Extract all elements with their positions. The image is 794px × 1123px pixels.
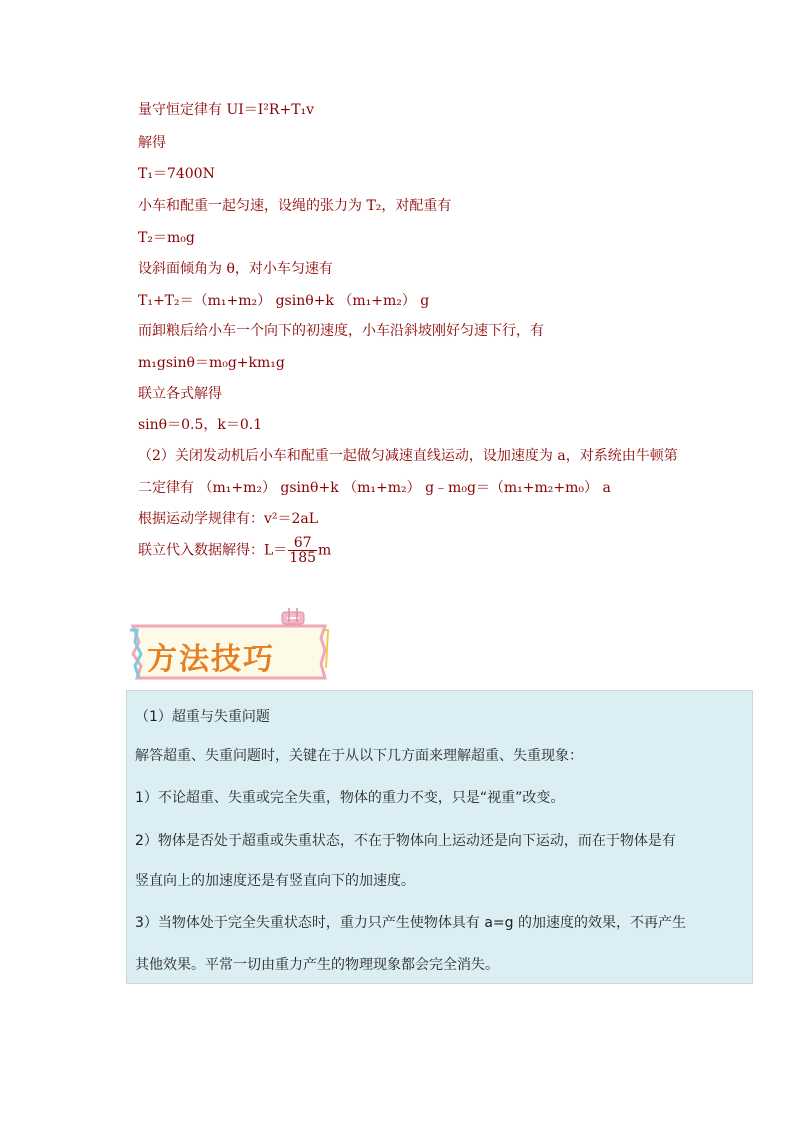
tips-box — [126, 690, 753, 984]
solution-line: 设斜面倾角为 θ，对小车匀速有 — [138, 261, 333, 277]
final-answer-unit: m — [318, 542, 332, 559]
tips-line: 解答超重、失重问题时，关键在于从以下几方面来理解超重、失重现象： — [135, 748, 583, 764]
tips-line: 3）当物体处于完全失重状态时，重力只产生使物体具有 a=g 的加速度的效果，不再产生 — [135, 915, 687, 931]
solution-line: T₁＝7400N — [138, 166, 215, 182]
tips-line: 竖直向上的加速度还是有竖直向下的加速度。 — [135, 873, 415, 889]
solution-line: 量守恒定律有 UI＝I²R+T₁v — [138, 102, 315, 118]
fraction-numerator: 67 — [288, 536, 317, 551]
solution-line: sinθ＝0.5，k＝0.1 — [138, 417, 263, 433]
tips-line: 其他效果。平常一切由重力产生的物理现象都会完全消失。 — [135, 957, 499, 973]
solution-line: T₁+T₂＝（m₁+m₂） gsinθ+k （m₁+m₂） g — [138, 293, 430, 309]
paper-clip-icon — [282, 608, 304, 624]
solution-line: （2）关闭发动机后小车和配重一起做匀减速直线运动，设加速度为 a，对系统由牛顿第 — [138, 448, 678, 464]
solution-line: m₁gsinθ＝m₀g+km₁g — [138, 355, 285, 371]
solution-line: 小车和配重一起匀速，设绳的张力为 T₂，对配重有 — [138, 198, 452, 214]
solution-line: 根据运动学规律有：v²＝2aL — [138, 511, 319, 527]
tips-line: 1）不论超重、失重或完全失重，物体的重力不变，只是“视重”改变。 — [135, 790, 565, 806]
tips-line: 2）物体是否处于超重或失重状态，不在于物体向上运动还是向下运动，而在于物体是有 — [135, 833, 676, 849]
fraction-denominator: 185 — [289, 550, 317, 566]
section-banner — [127, 608, 332, 683]
final-answer-line — [138, 536, 331, 565]
section-title: 方法技巧 — [147, 642, 275, 677]
solution-line: T₂＝m₀g — [138, 230, 195, 246]
final-answer-prefix: 联立代入数据解得：L＝ — [138, 542, 288, 559]
solution-line: 而卸粮后给小车一个向下的初速度，小车沿斜坡刚好匀速下行，有 — [138, 323, 544, 339]
solution-line: 联立各式解得 — [138, 386, 222, 402]
solution-line: 二定律有 （m₁+m₂） gsinθ+k （m₁+m₂） g﹣m₀g＝（m₁+m₂+m₀） a — [138, 480, 611, 496]
fraction — [288, 536, 317, 565]
tips-line: （1）超重与失重问题 — [135, 709, 270, 725]
solution-line: 解得 — [138, 135, 166, 151]
